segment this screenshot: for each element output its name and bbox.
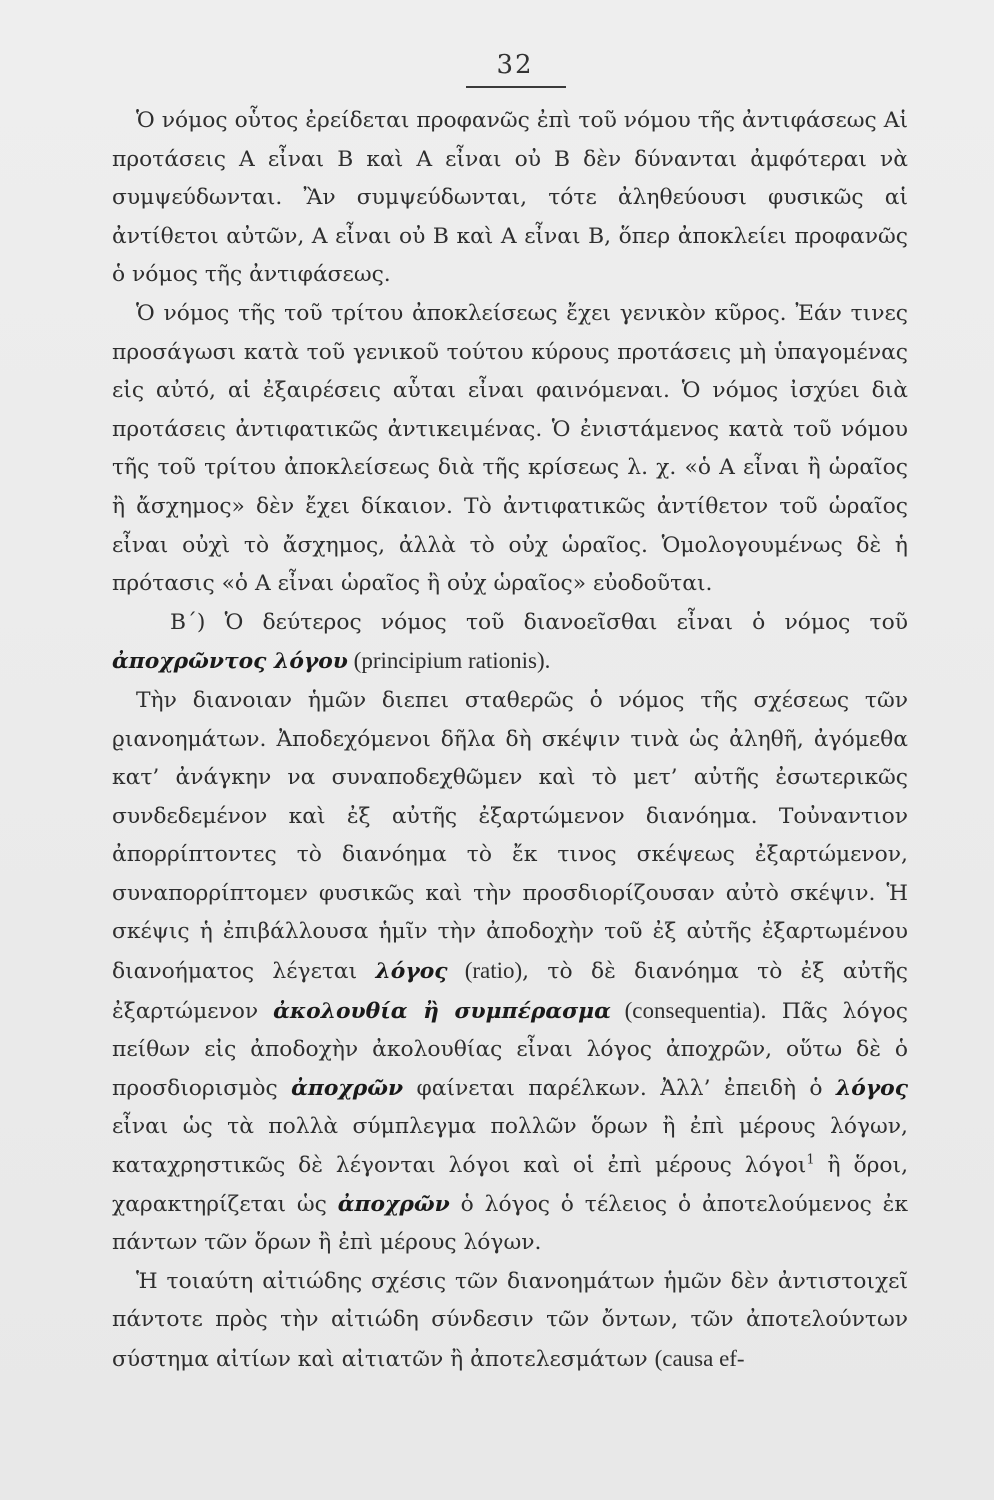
paragraph-excluded-middle [112,295,908,604]
text-run: εἶναι ὡς τὰ πολλὰ σύμπλεγμα πολλῶν ὅρων ἢ ἐπὶ μέρους λόγων, καταχρηστικῶς δὲ λέγονται λόγοι καὶ οἱ ἐπὶ μέρους λόγοι [112,1114,908,1179]
text-run: Ὁ νόμος οὗτος ἐρείδεται προφανῶς ἐπὶ τοῦ νόμου τῆς ἀντιφάσεως Αἱ προτάσεις Α εἶναι Β καὶ Α εἶναι οὐ Β δὲν δύνανται ἀμφότεραι νὰ συμψεύδωνται. Ἂν συμψεύδωνται, τότε ἀληθεύουσι φυσικῶς αἱ ἀντίθετοι αὐτῶν, Α εἶναι οὐ Β καὶ Α εἶναι Β, ὅπερ ἀποκλείει προφανῶς ὁ νόμος τῆς ἀντιφάσεως. [112,108,908,288]
emphasized-term: ἀκολουθία ἢ συμπέρασμα [273,998,611,1024]
latin-term: (causa ef- [654,1346,745,1371]
latin-term: (principium rationis). [347,648,551,674]
text-run: Ὁ νόμος τῆς τοῦ τρίτου ἀποκλείσεως ἔχει γενικὸν κῦρος. Ἐάν τινες προσάγωσι κατὰ τοῦ γενικοῦ τούτου κύρους προτάσεις μὴ ὑπαγομένας εἰς αὐτό, αἱ ἐξαιρέσεις αὗται εἶναι φαινόμεναι. Ὁ νόμος ἰσχύει διὰ προτάσεις ἀντιφατικῶς ἀντικειμένας. Ὁ ἐνιστάμενος κατὰ τοῦ νόμου τῆς τοῦ τρίτου ἀποκλείσεως διὰ τῆς κρίσεως λ. χ. «ὁ Α εἶναι ἢ ὡραῖος ἢ ἄσχημος» δὲν ἔχει δίκαιον. Τὸ ἀντιφατικῶς ἀντίθετον τοῦ ὡραῖος εἶναι οὐχὶ τὸ ἄσχημος, ἀλλὰ τὸ οὐχ ὡραῖος. Ὁμολογουμένως δὲ ἡ πρότασις «ὁ Α εἶναι ὡραῖος ἢ οὐχ ὡραῖος» εὐοδοῦται. [112,300,908,597]
emphasized-term: ἀποχρῶντος λόγου [112,649,348,675]
paragraph-sufficient-reason-heading [112,604,908,682]
emphasized-term: λόγος [835,1075,908,1101]
text-run: Ἡ τοιαύτη αἰτιώδης σχέσις τῶν διανοημάτων ἡμῶν δὲν ἀντιστοιχεῖ πάντοτε πρὸς τὴν αἰτιώδη σύνδεσιν τῶν ὄντων, τῶν ἀποτελούντων σύστημα αἰτίων καὶ αἰτιατῶν ἢ ἀποτελεσμάτων [112,1268,908,1372]
footnote-marker: 1 [806,1152,815,1168]
paragraph-relation-of-thoughts [112,682,908,1263]
page-number: 32 [496,50,534,80]
emphasized-term: ἀποχρῶν [337,1191,450,1217]
text-run: φαίνεται παρέλκων. Ἀλλ’ ἐπειδὴ ὁ [403,1075,836,1101]
text-run: Β΄) Ὁ δεύτερος νόμος τοῦ διανοεῖσθαι εἶναι ὁ νόμος τοῦ [170,609,908,635]
text-run: ὁ λόγος ὁ τέλειος ὁ ἀποτελούμενος ἐκ πάντων τῶν ὅρων ἢ ἐπὶ μέρους λόγων. [112,1191,908,1256]
latin-term: (ratio) [447,958,523,984]
emphasized-term: ἀποχρῶν [291,1075,404,1101]
text-run: . Πᾶς λόγος πείθων εἰς ἀποδοχὴν ἀκολουθίας εἶναι λόγος ἀποχρῶν, οὕτω δὲ ὁ προσδιορισμὸς [112,998,908,1101]
page-number-rule [466,86,566,88]
text-run: Τὴν διανοιαν ἡμῶν διεπει σταθερῶς ὁ νόμος τῆς σχέσεως τῶν ϱιανοημάτων. Ἀποδεχόμενοι δῆλα δὴ σκέψιν τινὰ ὡς ἀληθῆ, ἀγόμεθα κατ’ ἀνάγκην να συναποδεχθῶμεν καὶ τὸ μετ’ αὐτῆς ἐσωτερικῶς συνδεδεμένον καὶ ἐξ αὐτῆς ἐξαρτώμενον διανόημα. Τοὐναντιον ἀπορρίπτοντες τὸ διανόημα τὸ ἔκ τινος σκέψεως ἐξαρτώμενον, συναπορρίπτομεν φυσικῶς καὶ τὴν προσδιορίζουσαν αὐτὸ σκέψιν. Ἡ σκέψις ἡ ἐπιβάλλουσα ἡμῖν τὴν ἀποδοχὴν τοῦ ἐξ αὐτῆς ἐξαρτωμένου διανοήματος λέγεται [112,687,908,985]
paragraph-causal-relation [112,1263,908,1380]
paragraph-law-of-contradiction [112,102,908,295]
latin-term: (consequentia) [610,997,761,1023]
emphasized-term: λόγος [375,959,448,985]
body-text [112,102,908,1380]
text-run: , τὸ δὲ διανόημα τὸ ἐξ αὐτῆς ἐξαρτώμενον [112,959,908,1024]
text-run: ἢ ὅροι, χαρακτηρίζεται ὡς [112,1153,909,1217]
